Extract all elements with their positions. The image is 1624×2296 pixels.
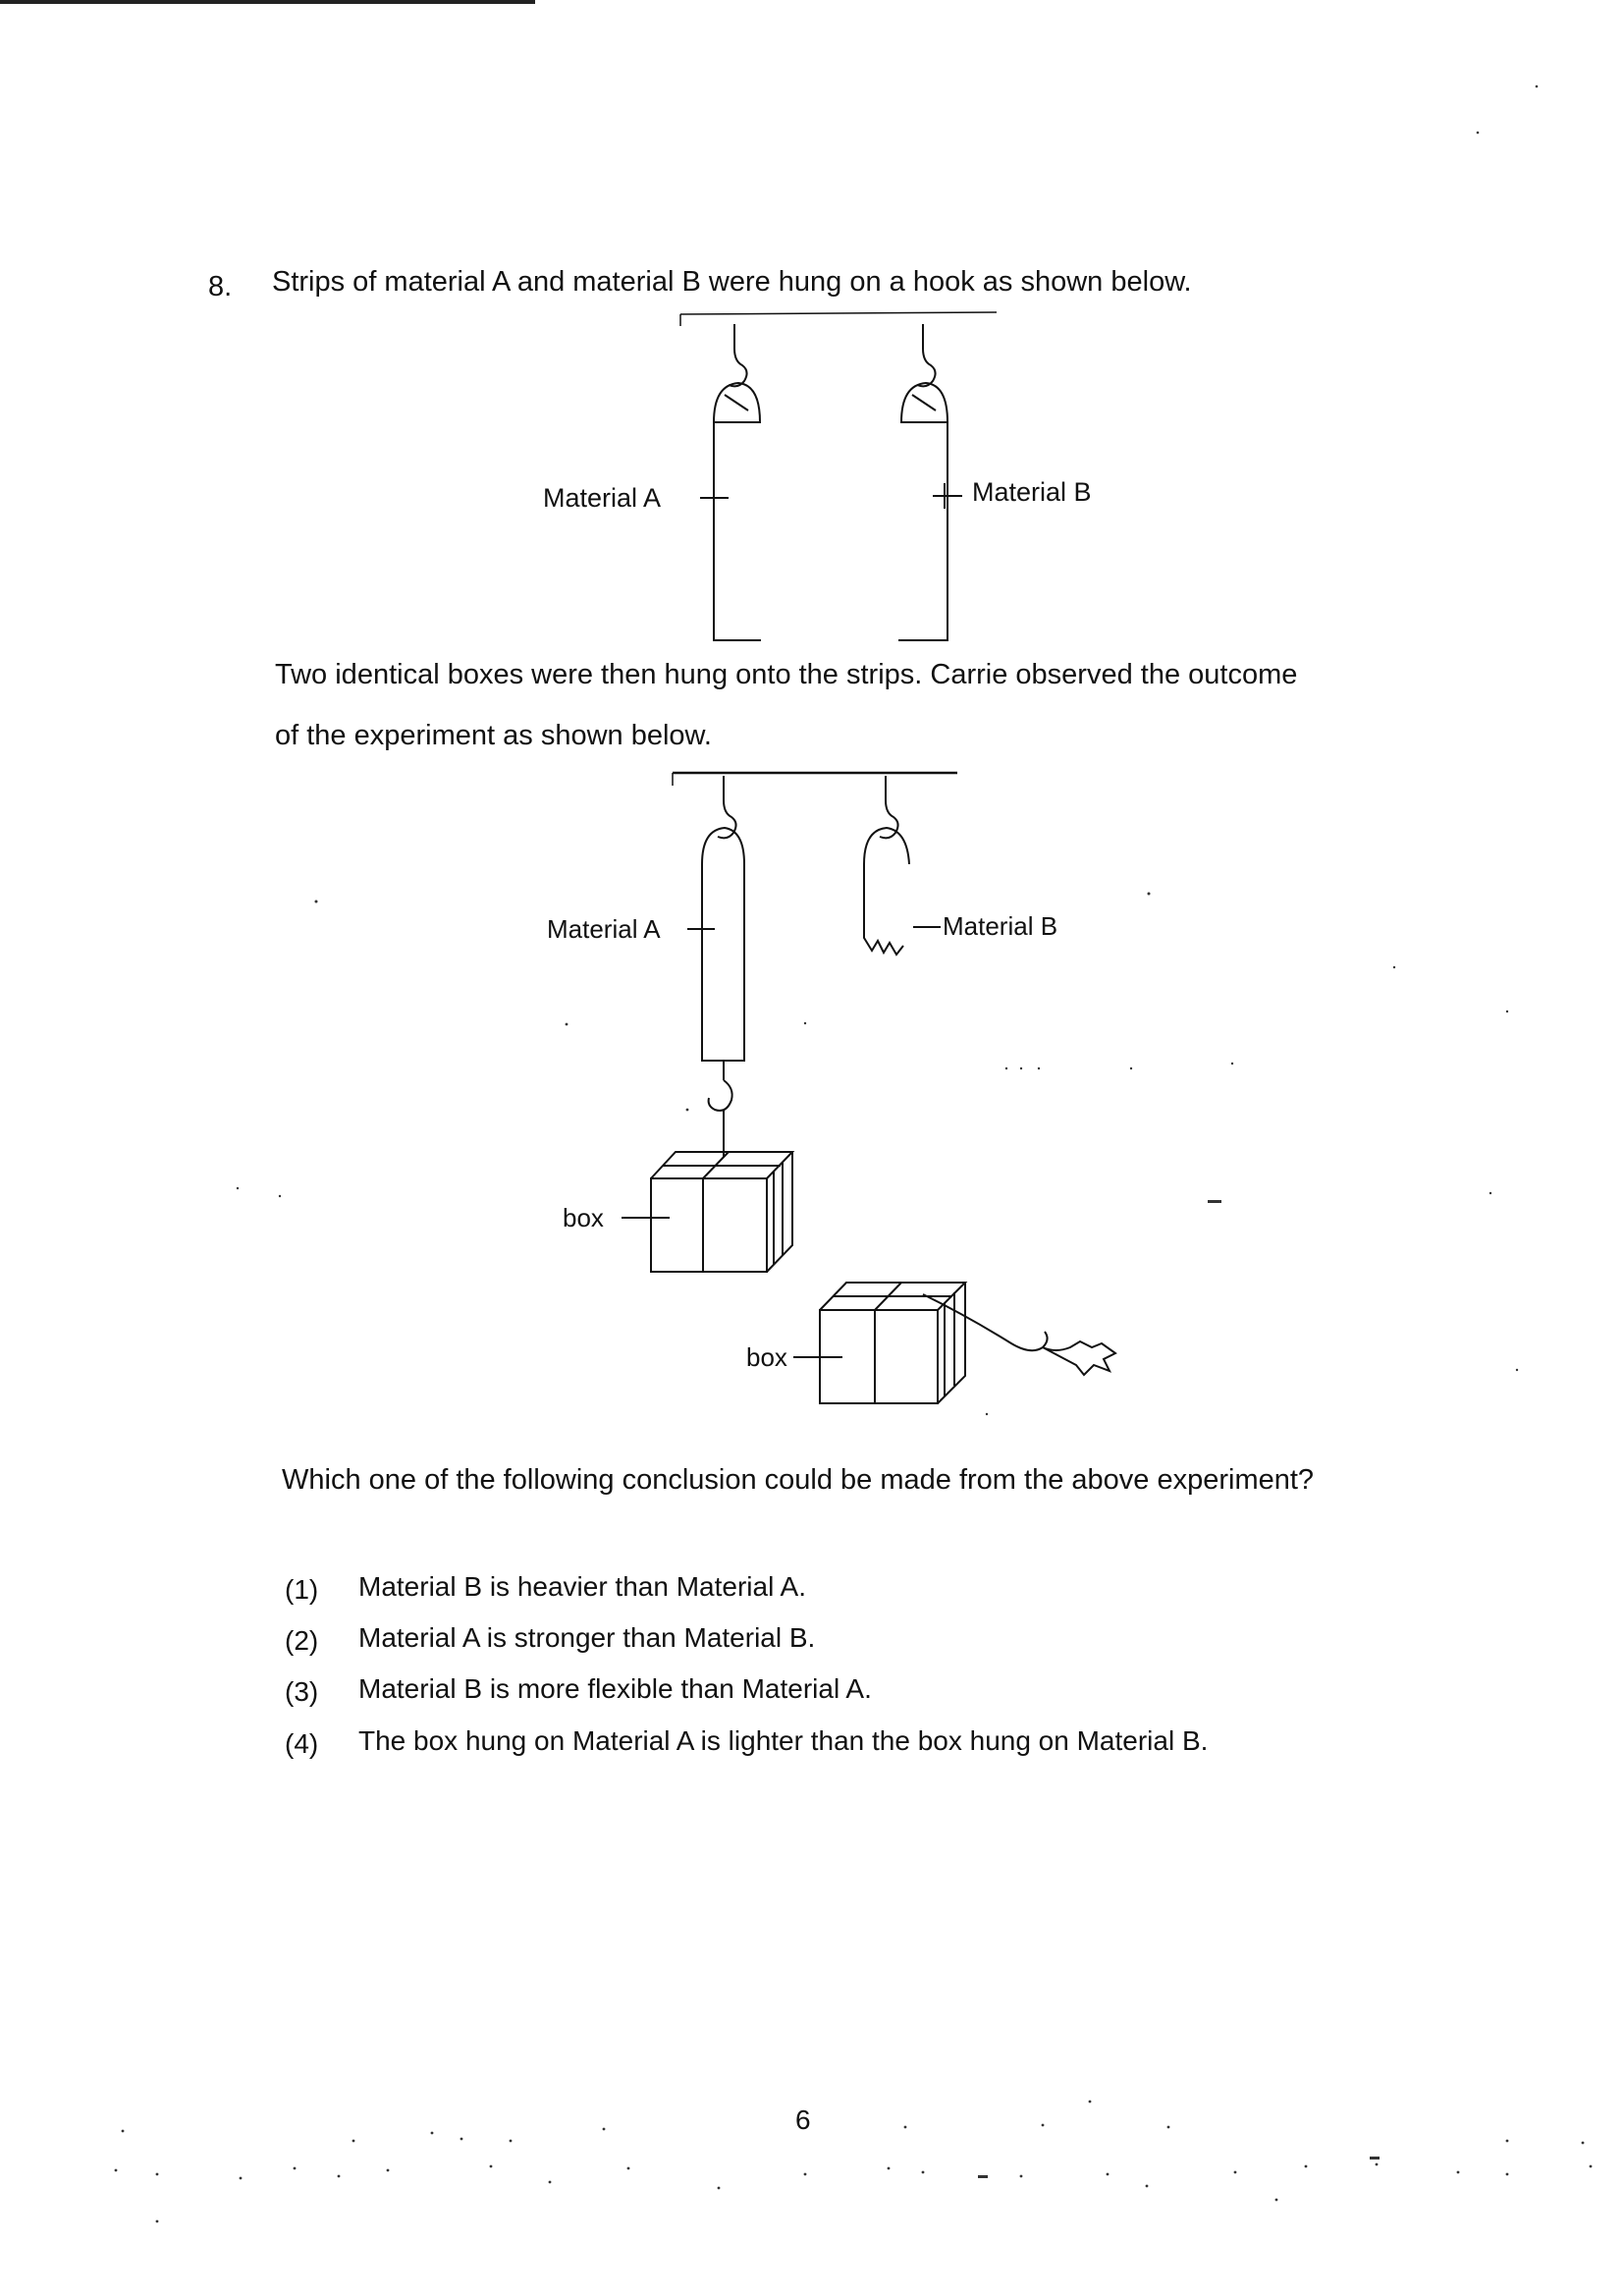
question-stem-line-2: Two identical boxes were then hung onto the strips. Carrie observed the outcome: [275, 659, 1298, 690]
material-b-strip-broken: [864, 864, 903, 955]
question-number: 8.: [208, 271, 233, 302]
broken-strip-piece: [1043, 1341, 1115, 1375]
figure-1-hanging-bar: [680, 312, 997, 314]
option-1-number: (1): [285, 1574, 319, 1605]
figure-1-label-material-b: Material B: [972, 477, 1092, 507]
box-fallen: [793, 1283, 1115, 1403]
option-4-number: (4): [285, 1728, 319, 1759]
figure-1: [680, 312, 997, 640]
scan-speckles: [115, 85, 1593, 2223]
figure-2: [622, 773, 1115, 1403]
hook-icon: [923, 1294, 1048, 1350]
page-number: 6: [795, 2105, 811, 2135]
option-3-number: (3): [285, 1676, 319, 1707]
option-2-text: Material A is stronger than Material B.: [358, 1622, 816, 1653]
figure-2-label-material-a: Material A: [547, 914, 661, 944]
question-stem-line-1: Strips of material A and material B were hung on a hook as shown below.: [272, 266, 1192, 298]
hook-icon: [729, 324, 747, 386]
material-a-strip: [714, 422, 761, 640]
figure-1-label-material-a: Material A: [543, 483, 662, 513]
question-prompt: Which one of the following conclusion could be made from the above experiment?: [282, 1464, 1315, 1496]
option-3-text: Material B is more flexible than Material A.: [358, 1673, 872, 1704]
option-4-text: The box hung on Material A is lighter than the box hung on Material B.: [358, 1725, 1209, 1756]
option-1-text: Material B is heavier than Material A.: [358, 1571, 806, 1602]
box-hanging: [622, 1152, 792, 1272]
clip-icon: [864, 828, 909, 864]
figure-2-label-material-b: Material B: [943, 911, 1058, 941]
option-2-number: (2): [285, 1625, 319, 1656]
box-label-2: box: [746, 1342, 787, 1372]
clip-icon: [702, 828, 744, 864]
box-label-1: box: [563, 1203, 604, 1232]
hook-icon: [709, 1080, 732, 1111]
material-a-strip-stretched: [702, 864, 744, 1061]
material-b-strip: [898, 422, 947, 640]
hook-icon: [917, 324, 936, 386]
question-stem-line-3: of the experiment as shown below.: [275, 720, 712, 751]
